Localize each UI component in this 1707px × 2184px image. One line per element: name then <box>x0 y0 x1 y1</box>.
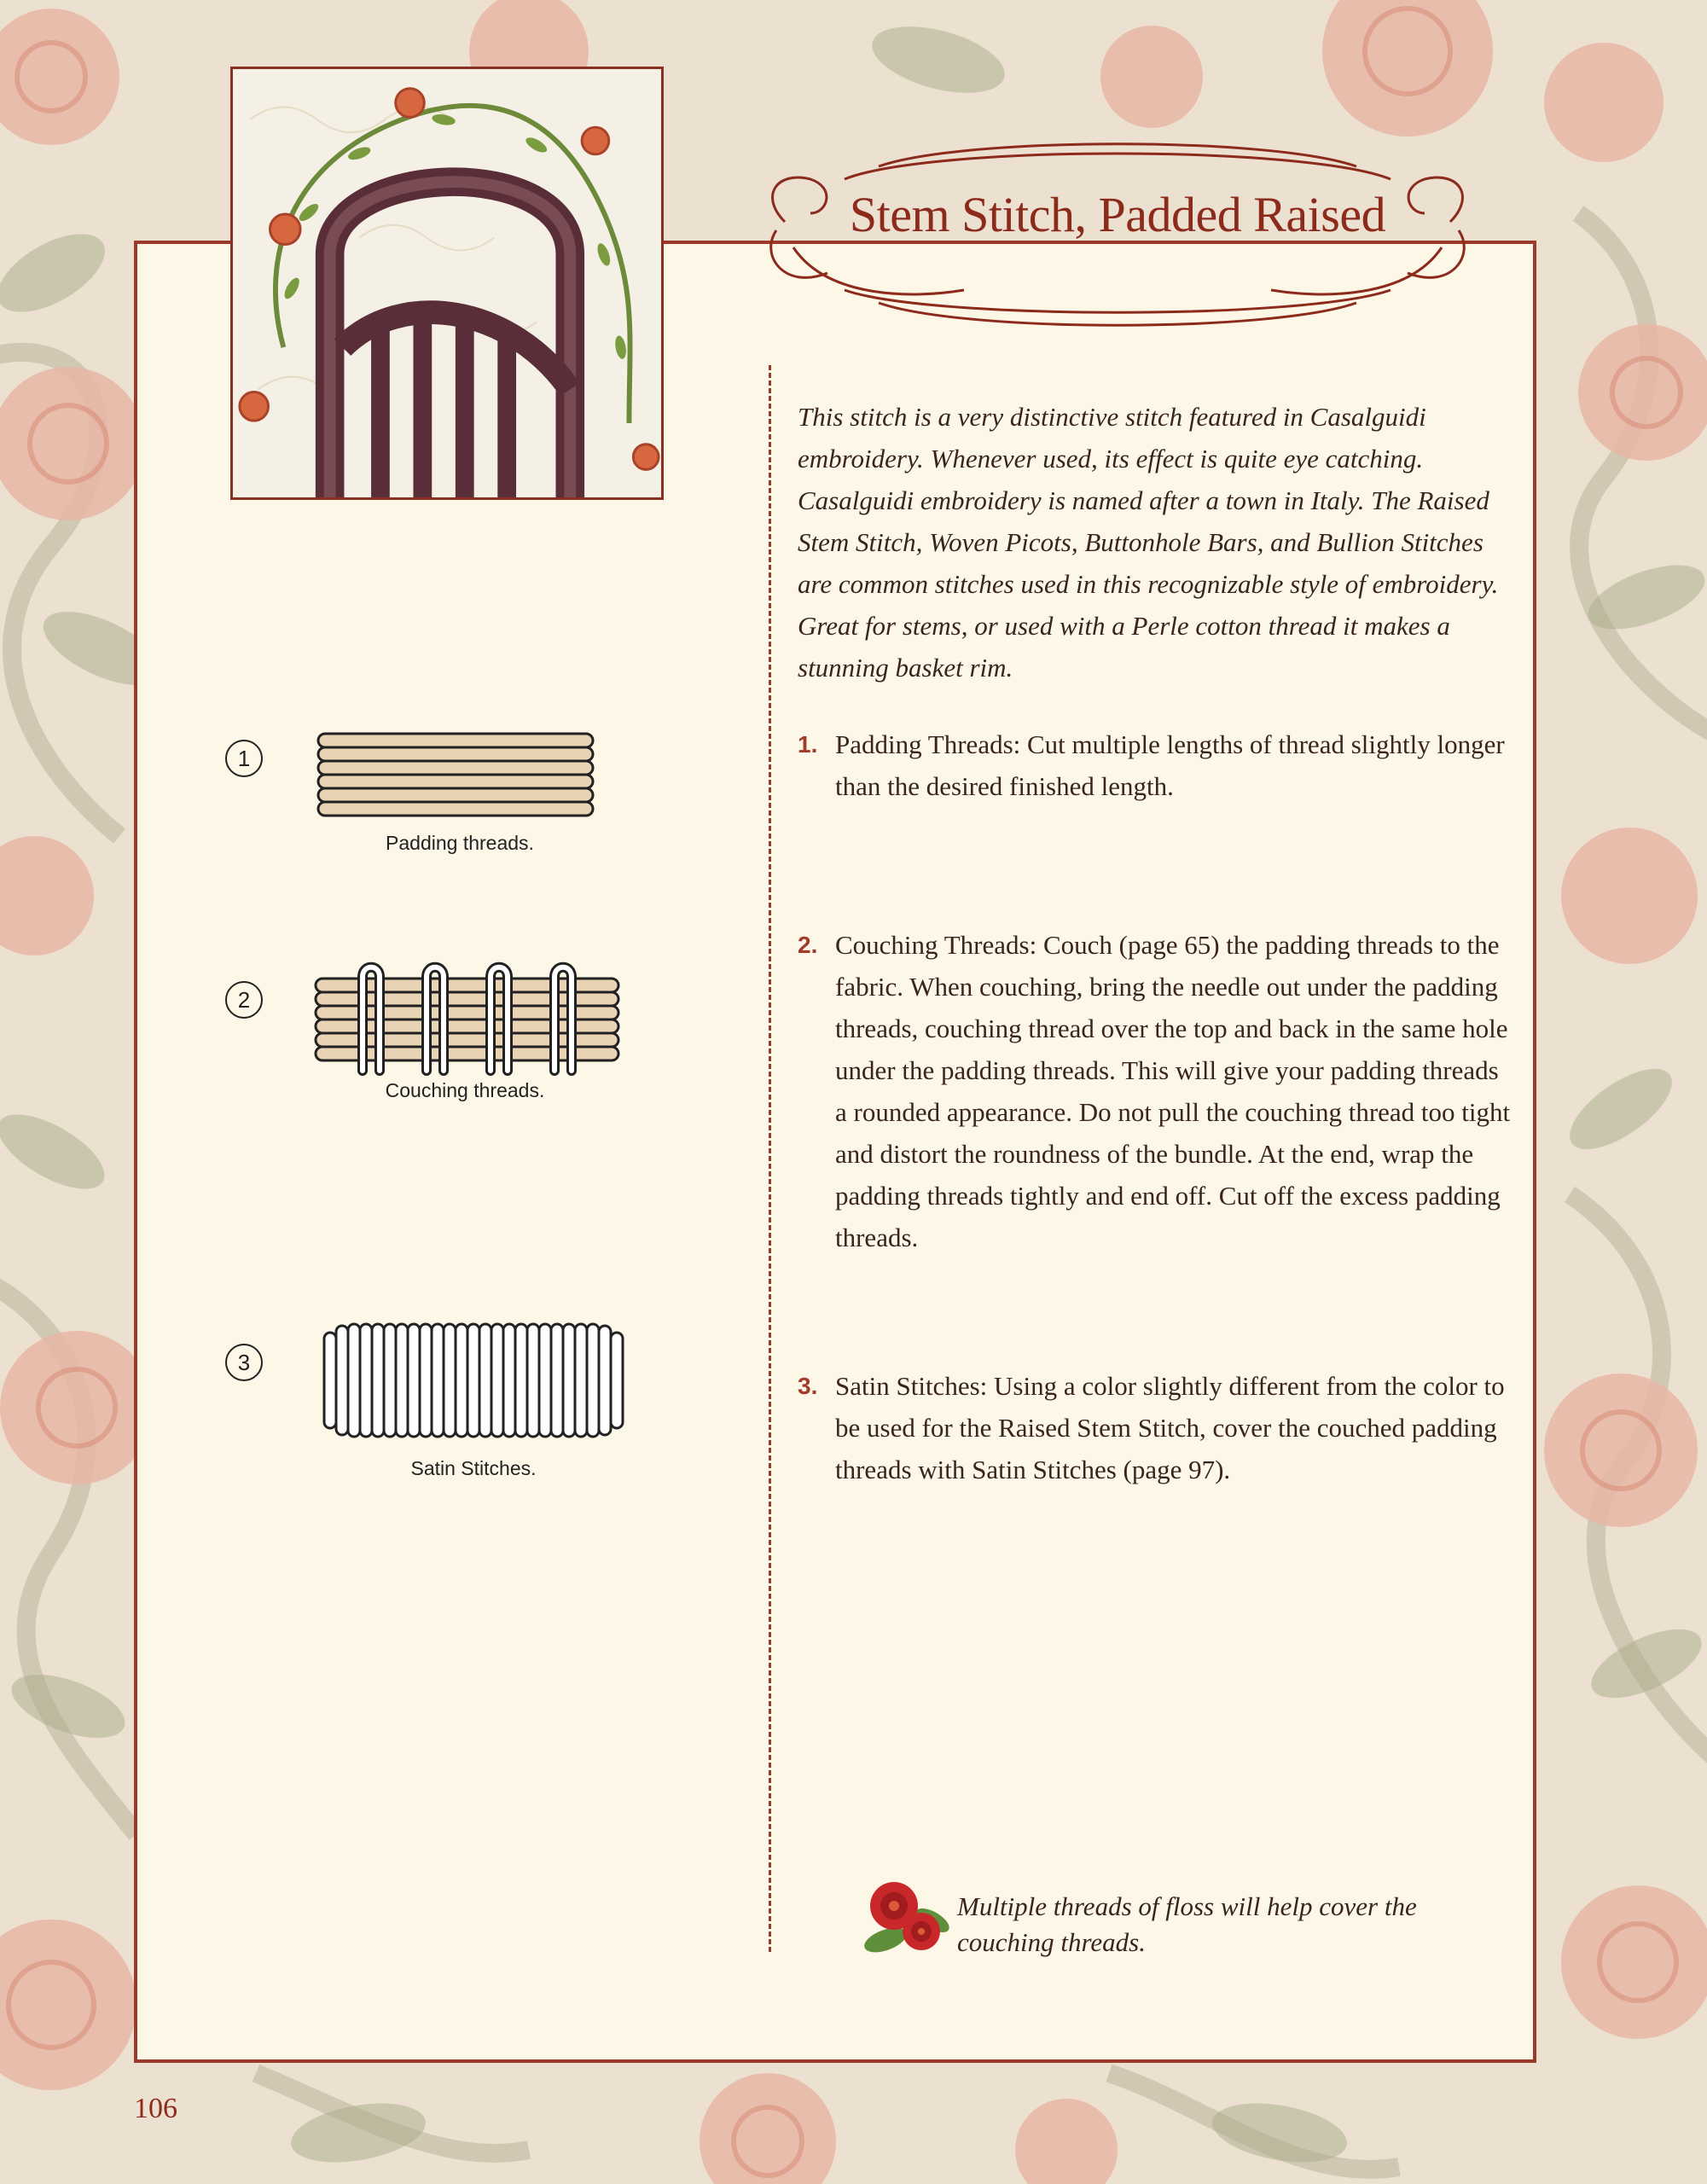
step-number: 3. <box>798 1373 818 1399</box>
step-text: Couching Threads: Couch (page 65) the padding threads to the fabric. When couching, bring the needle out under the padding threads, couching thread over the top and back in the same hole under the padding threads. This will give your padding threads a rounded appearance. Do not pull the couching thread too tight and distort the roundness of the bundle. At the end, wrap the padding threads tightly and end off. Cut off the excess padding threads. <box>835 930 1511 1252</box>
intro-paragraph: This stitch is a very distinctive stitch featured in Casalguidi embroidery. Whenever used, its effect is quite eye catching. Casalguidi embroidery is named after a town in Italy. The Raised Stem Stitch, Woven Picots, Buttonhole Bars, and Bullion Stitches are common stitches used in this recognizable style of embroidery. Great for stems, or used with a Perle cotton thread it makes a stunning basket rim. <box>798 402 1499 682</box>
page-title: Stem Stitch, Padded Raised <box>849 187 1386 242</box>
step-number: 2. <box>798 932 818 958</box>
figure-3-number: 3 <box>225 1344 263 1381</box>
figure-2-number: 2 <box>225 981 263 1019</box>
title-banner <box>742 128 1493 333</box>
step-3 <box>798 1365 1514 1490</box>
figure-3-caption: Satin Stitches. <box>410 1457 537 1479</box>
figure-1-number: 1 <box>225 740 263 777</box>
step-1 <box>798 723 1514 807</box>
step-number: 1. <box>798 731 818 758</box>
step-text: Satin Stitches: Using a color slightly different from the color to be used for the Raised Stem Stitch, cover the couched padding threads with Satin Stitches (page 97). <box>835 1371 1505 1484</box>
step-text: Padding Threads: Cut multiple lengths of thread slightly longer than the desired finished length. <box>835 729 1505 801</box>
flower-icon <box>860 1873 954 1959</box>
column-divider <box>769 365 771 1952</box>
satin-stitches-diagram <box>322 1321 626 1440</box>
figure-1-caption: Padding threads. <box>386 832 534 854</box>
step-2 <box>798 924 1514 1258</box>
page-number: 106 <box>134 2093 177 2124</box>
couching-threads-diagram <box>311 960 627 1079</box>
tip-text: Multiple threads of floss will help cover the couching threads. <box>957 1891 1417 1957</box>
padding-threads-diagram <box>314 729 597 823</box>
figure-2-caption: Couching threads. <box>385 1079 545 1101</box>
embroidery-photo <box>230 67 664 500</box>
